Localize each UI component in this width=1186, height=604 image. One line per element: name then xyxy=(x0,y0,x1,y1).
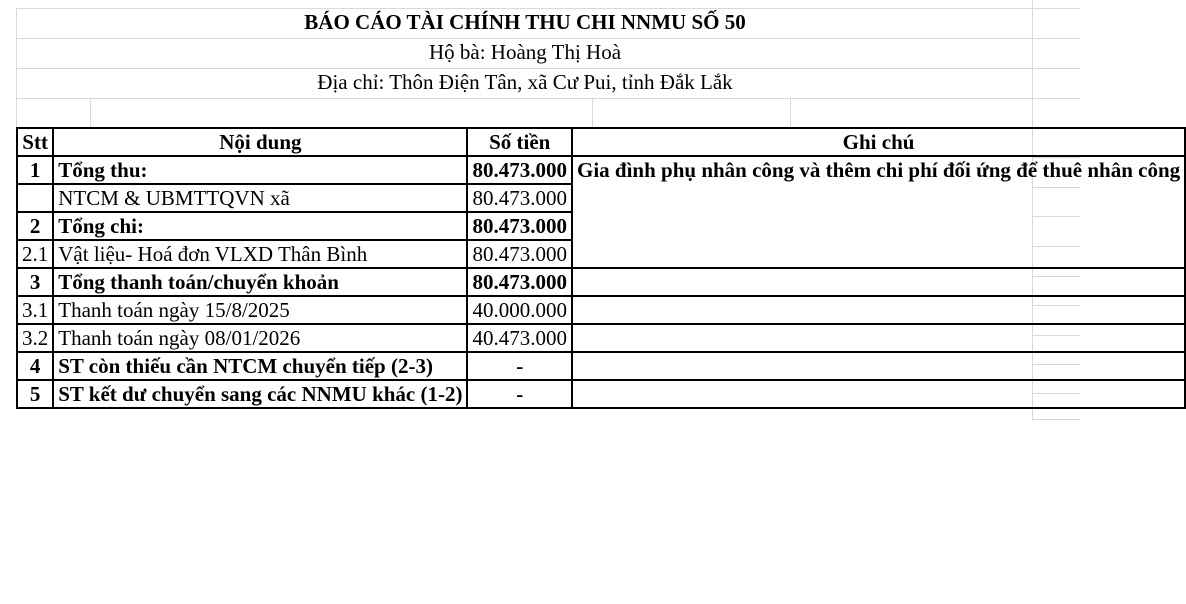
report-title: BÁO CÁO TÀI CHÍNH THU CHI NNMU SỐ 50 xyxy=(304,10,746,34)
cell-amount: 80.473.000 xyxy=(467,240,572,268)
household-line: Hộ bà: Hoàng Thị Hoà xyxy=(428,40,622,64)
cell-note: Gia đình phụ nhân công và thêm chi phí đối ứng để thuê nhân công xyxy=(572,156,1185,268)
table-row xyxy=(17,296,1185,324)
cell-content: Vật liệu- Hoá đơn VLXD Thân Bình xyxy=(53,240,467,268)
cell-content: ST còn thiếu cần NTCM chuyển tiếp (2-3) xyxy=(53,352,467,380)
table-row xyxy=(17,352,1185,380)
cell-stt: 2 xyxy=(17,212,53,240)
cell-amount: 80.473.000 xyxy=(467,212,572,240)
cell-stt: 1 xyxy=(17,156,53,184)
table-row xyxy=(17,156,1185,184)
cell-amount: - xyxy=(467,352,572,380)
cell-amount: 40.000.000 xyxy=(467,296,572,324)
cell-content: Tổng thanh toán/chuyển khoản xyxy=(53,268,467,296)
cell-content: Thanh toán ngày 08/01/2026 xyxy=(53,324,467,352)
cell-note-empty xyxy=(572,324,1185,352)
header-amount: Số tiền xyxy=(467,128,572,156)
cell-stt: 5 xyxy=(17,380,53,408)
address-line: Địa chỉ: Thôn Điện Tân, xã Cư Pui, tỉnh Đắk Lắk xyxy=(317,70,733,94)
header-content: Nội dung xyxy=(53,128,467,156)
cell-amount: 80.473.000 xyxy=(467,156,572,184)
cell-amount: 40.473.000 xyxy=(467,324,572,352)
cell-content: ST kết dư chuyển sang các NNMU khác (1-2) xyxy=(53,380,467,408)
cell-stt xyxy=(17,184,53,212)
cell-stt: 3 xyxy=(17,268,53,296)
cell-stt: 3.1 xyxy=(17,296,53,324)
table-header-row xyxy=(17,128,1185,156)
cell-stt: 3.2 xyxy=(17,324,53,352)
cell-note-empty xyxy=(572,352,1185,380)
cell-amount: - xyxy=(467,380,572,408)
cell-note-empty xyxy=(572,380,1185,408)
cell-amount: 80.473.000 xyxy=(467,184,572,212)
cell-note-empty xyxy=(572,296,1185,324)
cell-content: Tổng thu: xyxy=(53,156,467,184)
cell-stt: 4 xyxy=(17,352,53,380)
table-row xyxy=(17,380,1185,408)
header-note: Ghi chú xyxy=(572,128,1185,156)
cell-content: NTCM & UBMTTQVN xã xyxy=(53,184,467,212)
cell-note-empty xyxy=(572,268,1185,296)
table-row xyxy=(17,268,1185,296)
finance-table xyxy=(16,127,1186,409)
cell-amount: 80.473.000 xyxy=(467,268,572,296)
cell-content: Tổng chi: xyxy=(53,212,467,240)
cell-content: Thanh toán ngày 15/8/2025 xyxy=(53,296,467,324)
cell-stt: 2.1 xyxy=(17,240,53,268)
header-stt: Stt xyxy=(17,128,53,156)
table-row xyxy=(17,324,1185,352)
